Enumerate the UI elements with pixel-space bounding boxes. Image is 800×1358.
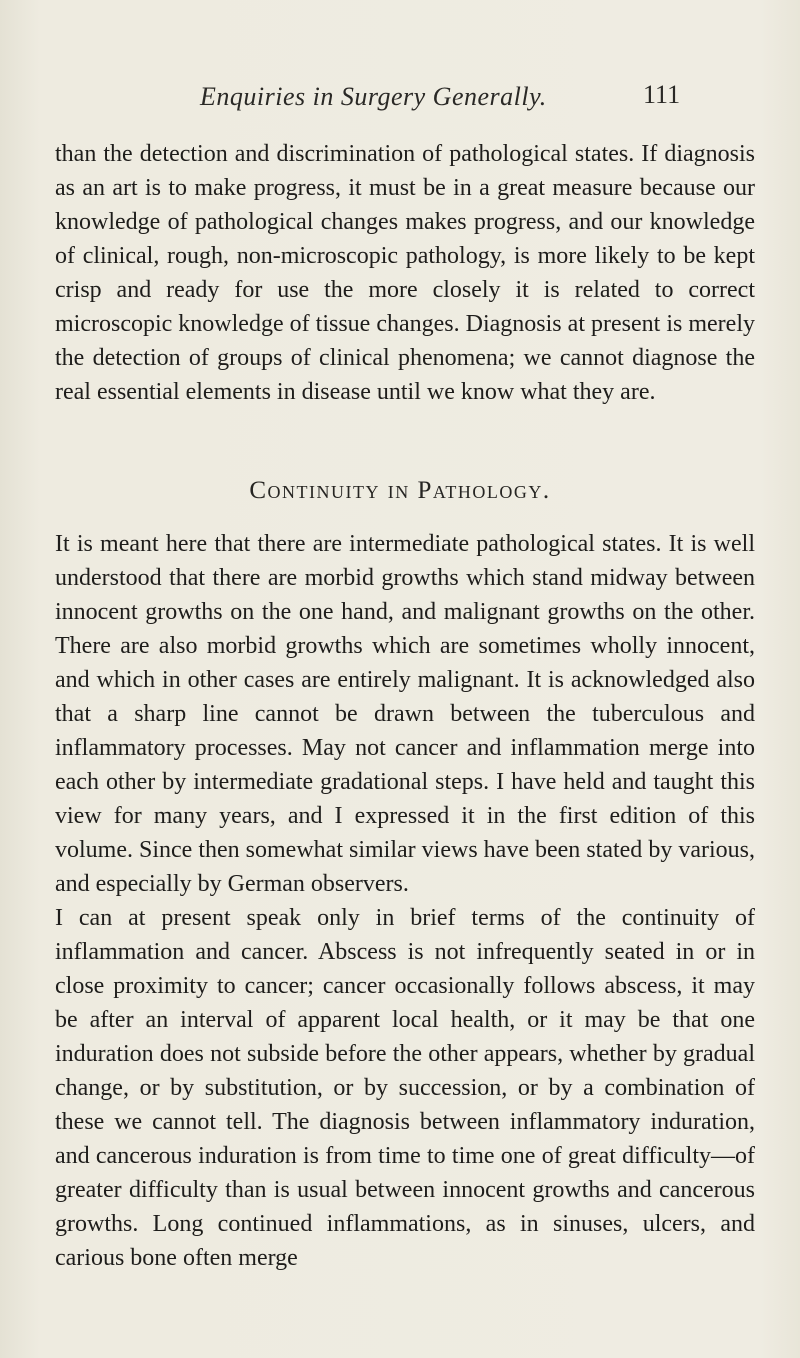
section-heading: Continuity in Pathology. (249, 477, 551, 504)
page-number: 111 (643, 80, 681, 109)
paragraph-continued (55, 137, 755, 409)
paragraph-inflammation-cancer (55, 901, 755, 1275)
paragraph-intermediate-states (55, 527, 755, 901)
running-title: Enquiries in Surgery Generally. (200, 82, 547, 111)
paragraph-text: It is meant here that there are intermediate pathological states. It is well understood that there are morbid growths which stand midway between innocent growths on the one hand, and malignant growths on the other. There are also morbid growths which are sometimes wholly innocent, and which in other cases are entirely malignant. It is acknowledged also that a sharp line cannot be drawn between the tuberculous and inflammatory processes. May not cancer and inflammation merge into each other by intermediate gradational steps. I have held and taught this view for many years, and I expressed it in the first edition of this volume. Since then somewhat similar views have been stated by various, and especially by German observers. (55, 531, 755, 897)
paragraph-text: I can at present speak only in brief terms of the continuity of inflammation and cancer. Abscess is not infrequently seated in or in close proximity to cancer; cancer occasionally follows abscess, it may be after an interval of apparent local health, or it may be that one induration does not subside before the other appears, whether by gradual change, or by substitution, or by succession, or by a combination of these we cannot tell. The diagnosis between inflammatory induration, and cancerous induration is from time to time one of great difficulty—of greater difficulty than is usual between innocent growths and cancerous growths. Long continued inflammations, as in sinuses, ulcers, and carious bone often merge (55, 905, 755, 1271)
paragraph-text: than the detection and discrimination of pathological states. If diagnosis as an art is to make progress, it must be in a great measure because our knowledge of pathological changes makes progress, and our knowledge of clinical, rough, non-microscopic pathology, is more likely to be kept crisp and ready for use the more closely it is related to correct microscopic knowledge of tissue changes. Diagnosis at present is merely the detection of groups of clinical phenomena; we cannot diagnose the real essential elements in disease until we know what they are. (55, 141, 755, 405)
